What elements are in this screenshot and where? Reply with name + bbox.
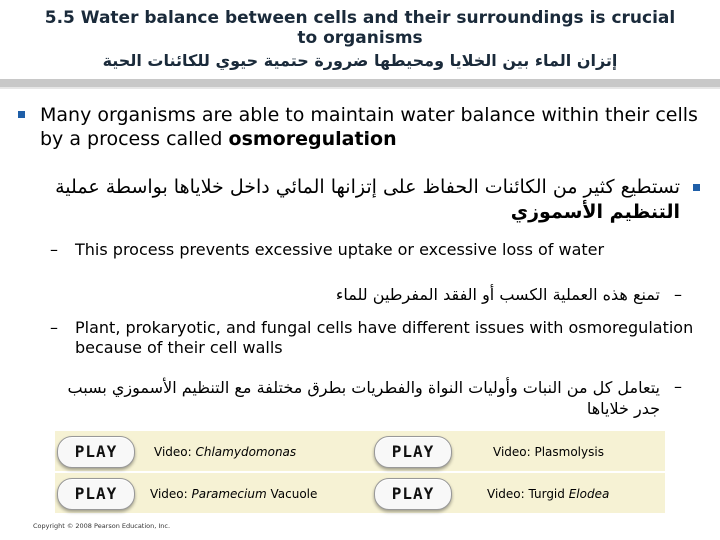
play-button-turgid-elodea[interactable]: PLAY [374,478,452,510]
video-label-chlamydomonas [154,444,296,460]
video-label-paramecium [150,486,317,502]
bullet-bold-term: osmoregulation [228,128,397,150]
bullet-bold-term: التنظيم الأسموزي [510,201,680,223]
video-label-text: Video: Plasmolysis [493,445,604,459]
video-label-text: Vacuole [266,487,318,501]
sub-bullet-en-prevents: This process prevents excessive uptake or excessive loss of water [75,240,605,259]
slide-title [20,8,700,71]
sub-bullet-dash: – [674,377,682,396]
title-line-2: to organisms [297,28,423,48]
bullet-square-icon [18,111,25,118]
bullet-text: تستطيع كثير من الكائنات الحفاظ على إتزانها المائي داخل خلاياها بواسطة عملية [55,176,680,198]
sub-bullet-dash: – [674,285,682,304]
video-label-plasmolysis [493,444,604,460]
video-label-italic: Paramecium [191,487,267,501]
bullet-text: Many organisms are able to maintain water balance within their cells by a process called [40,104,698,150]
sub-bullet-ar-cell-walls: يتعامل كل من النبات وأوليات النواة والفطريات بطرق مختلفة مع التنظيم الأسموزي بسبب جدر خلاياها [67,378,660,418]
sub-bullet-dash: – [50,240,58,259]
title-divider-shadow [0,87,720,89]
play-button-paramecium[interactable]: PLAY [57,478,135,510]
video-label-text: Video: [150,487,192,501]
video-label-text: Video: Turgid [487,487,569,501]
video-label-text: Video: [154,445,196,459]
copyright-notice: Copyright © 2008 Pearson Education, Inc. [33,522,171,530]
sub-bullet-ar-prevents: تمنع هذه العملية الكسب أو الفقد المفرطين للماء [335,285,660,304]
play-button-chlamydomonas[interactable]: PLAY [57,436,135,468]
title-arabic: إتزان الماء بين الخلايا ومحيطها ضرورة حتمية حيوي للكائنات الحية [102,51,618,70]
bullet-en-osmoregulation [40,103,700,151]
video-label-italic: Elodea [568,487,610,501]
sub-bullet-en-cell-walls: Plant, prokaryotic, and fungal cells have different issues with osmoregulation because of their cell walls [75,318,694,357]
title-line-1: 5.5 Water balance between cells and their surroundings is crucial [44,8,676,28]
bullet-square-icon [693,184,700,191]
play-button-plasmolysis[interactable]: PLAY [374,436,452,468]
sub-bullet-dash: – [50,318,58,337]
bullet-ar-osmoregulation [40,175,680,225]
video-label-italic: Chlamydomonas [195,445,297,459]
video-label-turgid-elodea [487,486,609,502]
title-divider [0,79,720,87]
